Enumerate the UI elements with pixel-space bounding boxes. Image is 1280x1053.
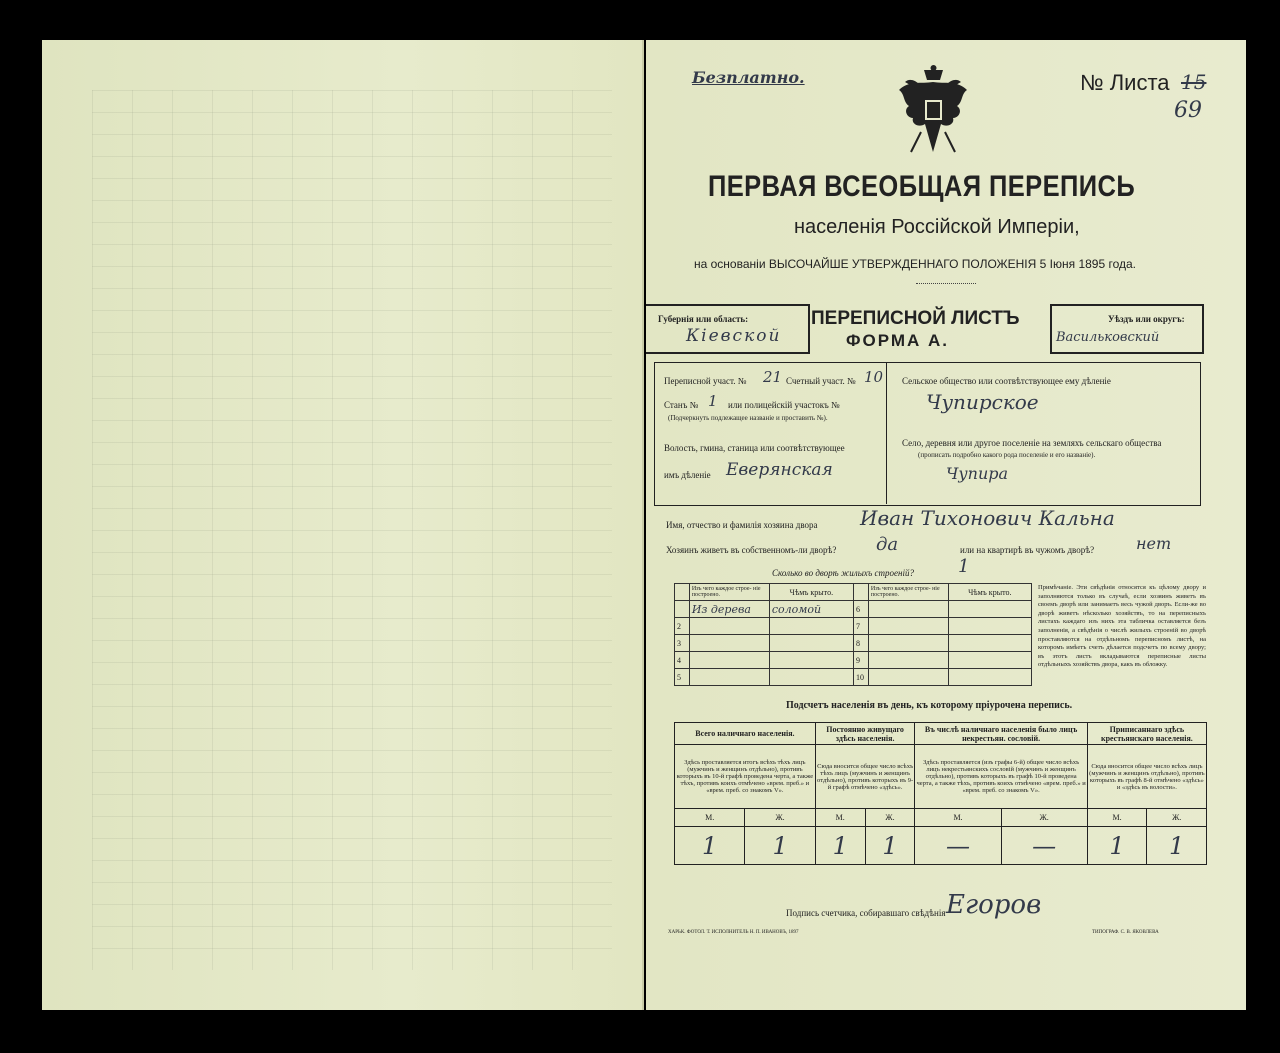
buildings-header-roof-2: Чѣмъ крыто. — [948, 584, 1031, 601]
census-area-value: 21 — [763, 368, 783, 386]
sheet-number-label: № Листа — [1080, 70, 1170, 95]
province-value: Кіевской — [686, 326, 782, 346]
sheet-number-value: 69 — [1174, 98, 1202, 123]
material-cell: Из дерева — [689, 601, 769, 618]
row-number: 5 — [675, 669, 690, 686]
population-value: 1 — [1087, 827, 1147, 865]
row-number: 10 — [853, 669, 868, 686]
population-table — [674, 722, 1207, 865]
signature-value: Егоров — [946, 890, 1042, 920]
district-box — [1050, 304, 1204, 354]
owner-rent-value: нет — [1136, 534, 1172, 553]
population-value: — — [1001, 827, 1087, 865]
population-value: 1 — [865, 827, 915, 865]
table-row — [675, 618, 1032, 635]
row-number: 4 — [675, 652, 690, 669]
female-header: Ж. — [1001, 809, 1087, 827]
main-title: ПЕРВАЯ ВСЕОБЩАЯ ПЕРЕПИСЬ — [708, 170, 1136, 203]
imperial-eagle-emblem-icon — [891, 62, 976, 162]
male-header: М. — [1087, 809, 1147, 827]
census-area-label: Переписной участ. № — [664, 376, 747, 386]
count-area-label: Счетный участ. № — [786, 376, 856, 386]
census-form-page — [646, 40, 1246, 1010]
row-number: 7 — [853, 618, 868, 635]
population-col-1-title: Всего наличнаго населенія. — [675, 723, 816, 745]
table-row — [675, 635, 1032, 652]
buildings-header-material-2: Изъ чего каждое строе- ніе построено. — [868, 584, 948, 601]
ornament-divider — [916, 283, 976, 284]
stan-value: 1 — [708, 392, 718, 410]
volost-label: Волость, гмина, станица или соотвѣтствующее — [664, 443, 845, 453]
police-label: или полицейскій участокъ № — [728, 400, 840, 410]
population-col-3-title: Въ числѣ наличнаго населенія было лицъ некрестьян. сословій. — [915, 723, 1087, 745]
area-block-divider — [886, 362, 887, 504]
male-header: М. — [815, 809, 865, 827]
female-header: Ж. — [1147, 809, 1207, 827]
population-col-2-desc: Сюда вносится общее число всѣхъ тѣхъ лицъ (мужчинъ и женщинъ отдѣльно), противъ которыхъ въ 9-й графѣ отмѣчено «здѣсь». — [815, 745, 915, 809]
sheet-title: ПЕРЕПИСНОЙ ЛИСТЪ — [811, 308, 1020, 329]
population-value: 1 — [1147, 827, 1207, 865]
female-header: Ж. — [865, 809, 915, 827]
population-col-2-title: Постоянно живущаго здѣсь населенія. — [815, 723, 915, 745]
volost-label-2: имъ дѣленіе — [664, 470, 711, 480]
owner-name-value: Иван Тихонович Кальна — [860, 506, 1115, 530]
printer-right: ТИПОГРАФ. С. В. ЯКОВЛЕВА — [1092, 930, 1159, 935]
buildings-header-roof: Чѣмъ крыто. — [769, 584, 853, 601]
owner-lives-value: да — [876, 534, 899, 555]
owner-rent-label: или на квартирѣ въ чужомъ дворѣ? — [960, 545, 1095, 555]
underline-note: (Подчеркнуть подлежащее названіе и проставить №). — [668, 414, 828, 422]
buildings-table — [674, 583, 1032, 686]
population-col-3-desc: Здѣсь проставляется (изъ графы 6-й) общее число всѣхъ лицъ некрестьянскихъ сословій (мужчинъ и женщинъ отдѣльно), противъ которыхъ въ графѣ 10-й проведена черта, а также тѣхъ, противъ коихъ отмѣчено «врем. преб.» и «врем. преб. со знакомъ V». — [915, 745, 1087, 809]
buildings-count-label: Сколько во дворѣ жилыхъ строеній? — [772, 568, 914, 578]
male-header: М. — [675, 809, 745, 827]
population-heading: Подсчетъ населенія въ день, къ которому пріурочена перепись. — [786, 700, 1073, 711]
row-number: 6 — [853, 601, 868, 618]
row-number: 2 — [675, 618, 690, 635]
left-page — [42, 40, 644, 1010]
volost-value: Еверянская — [726, 460, 833, 480]
society-label: Сельское общество или соотвѣтствующее ему дѣленіе — [902, 376, 1111, 386]
signature-label: Подпись счетчика, собиравшаго свѣдѣнія — [786, 908, 946, 918]
owner-name-label: Имя, отчество и фамилія хозяина двора — [666, 520, 818, 530]
row-number: 9 — [853, 652, 868, 669]
society-value: Чупирское — [926, 390, 1039, 414]
stan-label: Станъ № — [664, 400, 699, 410]
population-value: 1 — [745, 827, 815, 865]
female-header: Ж. — [745, 809, 815, 827]
row-number: 8 — [853, 635, 868, 652]
count-area-value: 10 — [864, 368, 884, 386]
village-note: (прописать подробно какого рода поселеніе и его названіе). — [918, 451, 1096, 459]
owner-lives-label: Хозяинъ живетъ въ собственномъ-ли дворѣ? — [666, 545, 837, 555]
ghost-table-lines — [92, 90, 612, 970]
village-label: Село, деревня или другое поселеніе на земляхъ сельскаго общества — [902, 438, 1162, 448]
population-value: — — [915, 827, 1001, 865]
population-col-1-desc: Здѣсь проставляется итогъ всѣхъ тѣхъ лицъ (мужчинъ и женщинъ отдѣльно), противъ которыхъ въ 10-й графѣ проведена черта, а также тѣхъ, противъ коихъ отмѣчено «врем. преб.» и «врем. преб. со знакомъ V». — [675, 745, 816, 809]
free-label: Безплатно. — [692, 68, 805, 87]
population-col-4-desc: Сюда вносится общее число всѣхъ лицъ (мужчинъ и женщинъ отдѣльно), противъ которыхъ въ графѣ 8-й отмѣчено «здѣсь» и «здѣсь въ волости». — [1087, 745, 1206, 809]
province-label: Губернія или область: — [658, 314, 749, 324]
row-number — [675, 601, 690, 618]
table-row — [675, 601, 1032, 618]
population-col-4-title: Приписаннаго здѣсь крестьянскаго населенія. — [1087, 723, 1206, 745]
table-row — [675, 652, 1032, 669]
table-row — [675, 669, 1032, 686]
roof-cell: соломой — [769, 601, 853, 618]
buildings-count-value: 1 — [958, 556, 970, 577]
buildings-header-material: Изъ чего каждое строе- ніе построено. — [689, 584, 769, 601]
male-header: М. — [915, 809, 1001, 827]
population-value: 1 — [675, 827, 745, 865]
sheet-number-crossed: 15 — [1181, 70, 1207, 94]
sheet-form: ФОРМА А. — [846, 331, 950, 350]
district-label: Уѣздъ или округъ: — [1108, 314, 1185, 324]
legal-basis: на основаніи ВЫСОЧАЙШЕ УТВЕРЖДЕННАГО ПОЛОЖЕНІЯ 5 Іюня 1895 года. — [694, 257, 1137, 271]
district-value: Васильковский — [1056, 330, 1160, 345]
row-number: 3 — [675, 635, 690, 652]
printer-left: ХАРЬК. ФОТОЛ. Т. ИСПОЛНИТЕЛЬ Н. П. ИВАНОВЪ, 1897 — [668, 930, 799, 935]
note-text: Примѣчаніе. Эти свѣдѣнія относятся къ цѣлому двору и заполняются только въ случаѣ, если хозяинъ живетъ въ своемъ дворѣ или занимаетъ весь чужой дворъ. Если-же во дворѣ живетъ нѣсколько хозяйствъ, то на переписныхъ листахъ каждаго изъ нихъ эта табличка оставляется безъ заполненія, а свѣдѣнія о числѣ жилыхъ строеній во дворѣ проставляются на отдѣльномъ переписномъ листѣ, на которомъ имѣетъ счетъ дѣлается подсчетъ по всему двору; въ этотъ листъ вкладываются переписные листы отдѣльныхъ хозяйствъ двора, какъ въ обложку. — [1038, 584, 1206, 669]
village-value: Чупира — [946, 464, 1009, 483]
population-value: 1 — [815, 827, 865, 865]
subtitle: населенія Россійской Имперіи, — [794, 216, 1080, 238]
